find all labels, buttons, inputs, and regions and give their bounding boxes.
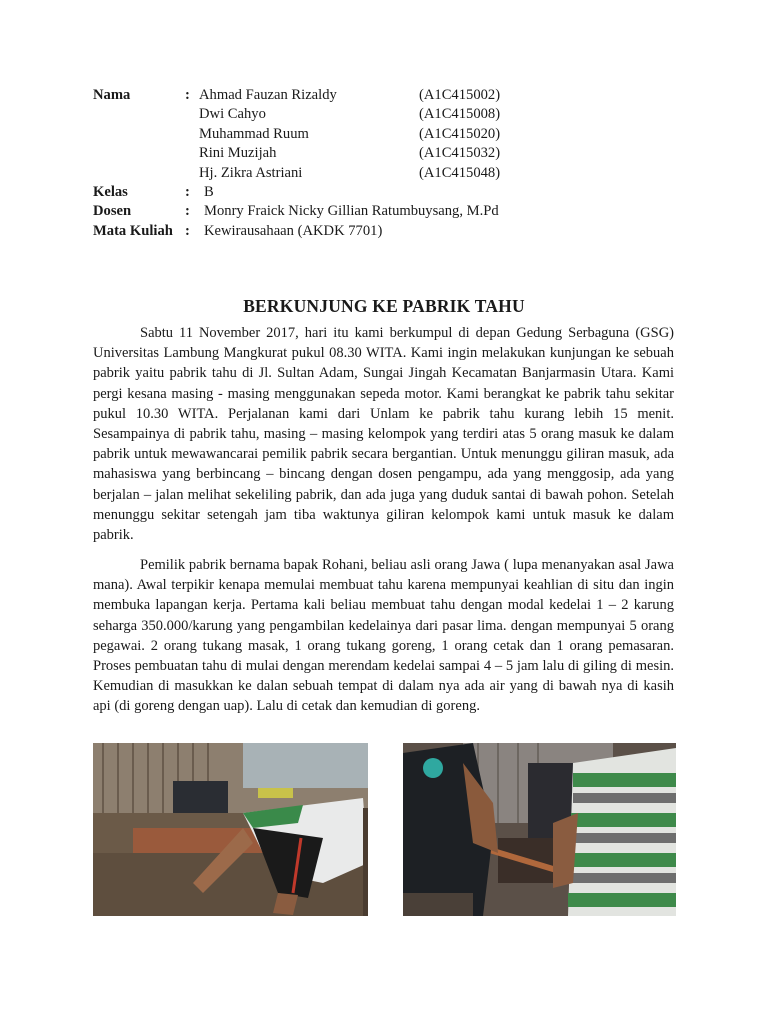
- matkul-label: Mata Kuliah: [93, 222, 173, 239]
- member-name: Rini Muzijah: [199, 145, 277, 162]
- member-row: [93, 164, 500, 183]
- kelas-row: [93, 183, 500, 202]
- colon: :: [185, 183, 190, 200]
- member-name: Dwi Cahyo: [199, 106, 266, 123]
- member-row: [93, 105, 500, 124]
- member-nim: (A1C415002): [419, 87, 501, 103]
- kelas-label: Kelas: [93, 183, 128, 200]
- member-name: Muhammad Ruum: [199, 125, 309, 142]
- member-name: Ahmad Fauzan Rizaldy: [199, 87, 337, 103]
- dosen-value: Monry Fraick Nicky Gillian Ratumbuysang, M.Pd: [204, 203, 499, 220]
- paragraph: Sabtu 11 November 2017, hari itu kami berkumpul di depan Gedung Serbaguna (GSG) Universitas Lambung Mangkurat pukul 08.30 WITA. Kami ingin melakukan kunjungan ke sebuah pabrik yaitu pabrik tahu di Jl. Sultan Adam, Sungai Jingah Kecamatan Banjarmasin Utara. Kami pergi kesana masing - masing menggunakan sepeda motor. Kami berangkat ke pabrik tahu sekitar pukul 10.30 WITA. Perjalanan kami dari Unlam ke pabrik tahu kurang lebih 15 menit. Sesampainya di pabrik tahu, masing – masing kelompok yang terdiri atas 5 orang masuk ke dalam pabrik untuk mewawancarai pemilik pabrik secara bergantian. Untuk menunggu giliran masuk, ada mahasiswa yang berbincang – bincang dengan dosen pengampu, ada yang menggosip, ada yang berjalan – jalan melihat sekeliling pabrik, dan ada juga yang duduk santai di bawah pohon. Setelah menunggu sekitar setengah jam tiba waktunya giliran kelompok kami untuk masuk ke dalam pabrik.: [93, 325, 674, 544]
- factory-photo-left: [93, 743, 368, 916]
- member-row: [93, 125, 500, 144]
- member-row: [93, 144, 500, 163]
- member-nim: (A1C415032): [419, 145, 501, 162]
- matkul-value: Kewirausahaan (AKDK 7701): [204, 222, 383, 239]
- paragraph: Pemilik pabrik bernama bapak Rohani, beliau asli orang Jawa ( lupa menanyakan asal Jawa mana). Awal terpikir kenapa memulai membuat tahu karena mempunyai keahlian di situ dan ingin membuka lapangan kerja. Pertama kali beliau membuat tahu dengan modal kedelai 1 – 2 karung seharga 350.000/karung yang pengambilan kedelainya dari pasar lima. dengan mempunyai 5 orang pegawai. 2 orang tukang masak, 1 orang tukang goreng, 1 orang cetak dan 1 orang pemasaran. Proses pembuatan tahu di mulai dengan merendam kedelai sampai 4 – 5 jam lalu di giling di mesin. Kemudian di masukkan ke dalan sebuah tempat di dalam nya ada air yang di bawah nya di kasih api (di goreng dengan uap). Lalu di cetak dan kemudian di goreng.: [93, 557, 674, 715]
- colon: :: [185, 87, 190, 103]
- member-name: Hj. Zikra Astriani: [199, 164, 303, 181]
- student-info: [93, 86, 500, 241]
- member-nim: (A1C415008): [419, 106, 501, 123]
- nama-label: Nama: [93, 87, 131, 103]
- matkul-row: [93, 222, 500, 241]
- factory-photo-right: [403, 743, 676, 916]
- nama-row: [93, 86, 500, 105]
- dosen-row: [93, 202, 500, 221]
- kelas-value: B: [204, 183, 214, 200]
- member-nim: (A1C415048): [419, 164, 501, 181]
- dosen-label: Dosen: [93, 203, 132, 220]
- colon: :: [185, 222, 190, 239]
- member-nim: (A1C415020): [419, 125, 501, 142]
- colon: :: [185, 203, 190, 220]
- page-title: BERKUNJUNG KE PABRIK TAHU: [243, 296, 525, 316]
